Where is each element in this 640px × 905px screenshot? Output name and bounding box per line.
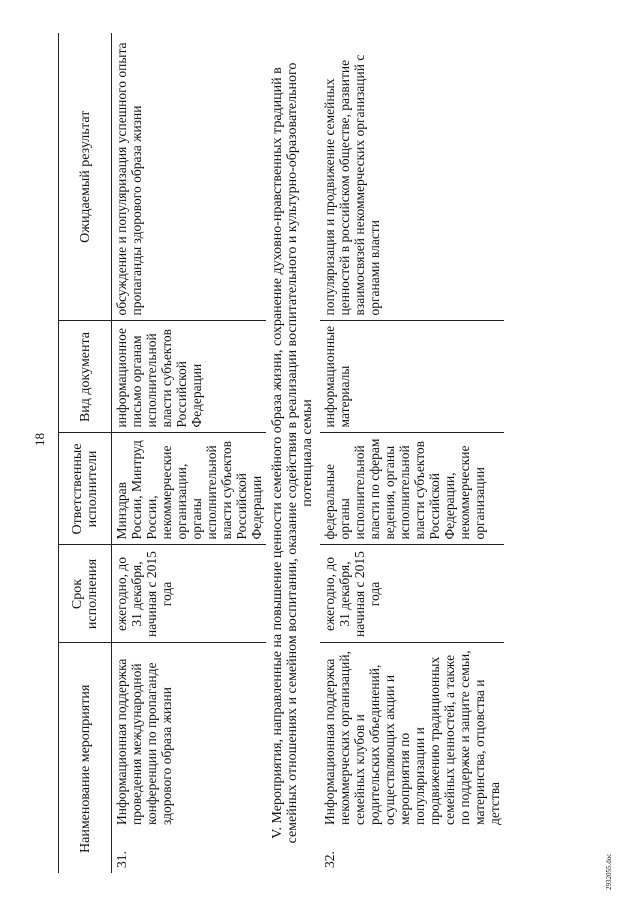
row-term: ежегодно, до 31 декабря, начиная с 2015 года <box>320 545 504 643</box>
row-number: 32. <box>322 851 337 868</box>
row-doc-type: информационное письмо органам исполнительной власти субъектов Российской Федерации <box>112 321 267 433</box>
row-number: 31. <box>114 851 129 868</box>
header-result: Ожидаемый результат <box>59 33 112 321</box>
row-result: обсуждение и популяризация успешного опыта пропаганды здорового образа жизни <box>112 33 267 321</box>
row-executors: федеральные органы исполнительной власти по сферам ведения, органы исполнительной власти субъектов Российской Федерации, некоммерческие организации <box>320 433 504 545</box>
row-name: Информационная поддержка проведения международной конференции по пропаганде здорового образа жизни <box>114 658 174 825</box>
row-executors: Минздрав России, Минтруд России, некоммерческие организации, органы исполнительной власти субъектов Российской Федерации <box>112 433 267 545</box>
page-number: 18 <box>32 433 47 446</box>
action-plan-table <box>58 33 504 873</box>
row-doc-type: информационные материалы <box>320 321 504 433</box>
header-doc-type: Вид документа <box>59 321 112 433</box>
header-executors: Ответственные исполнители <box>59 433 112 545</box>
table-header-row <box>59 33 112 873</box>
row-term: ежегодно, до 31 декабря, начиная с 2015 года <box>112 545 267 643</box>
header-term: Срок исполнения <box>59 545 112 643</box>
row-name: Информационная поддержка некоммерческих организаций, семейных клубов и родительских объединений, осуществляющих акции и мероприятия по популяризации и продвижению традиционных семейных ценностей, а также по поддержке и защите семьи, материнства, отцовства и детства <box>322 650 502 825</box>
section-heading: V. Мероприятия, направленные на повышение ценности семейного образа жизни, сохранение духовно-нравственных традиций в семейных отношениях и семейном воспитании, оказание содействия в реализации воспитательного и культурно-образовательного потенциала семьи <box>270 62 315 844</box>
section-heading-row <box>266 33 320 873</box>
table-row <box>112 33 267 873</box>
row-result: популяризация и продвижение семейных ценностей в российском обществе, развитие взаимосвязей некоммерческих организаций с органами власти <box>320 33 504 321</box>
header-name: Наименование мероприятия <box>59 643 112 873</box>
document-sheet <box>58 33 606 873</box>
footer-file-name: 2932055.doc <box>605 853 613 890</box>
table-row <box>320 33 504 873</box>
